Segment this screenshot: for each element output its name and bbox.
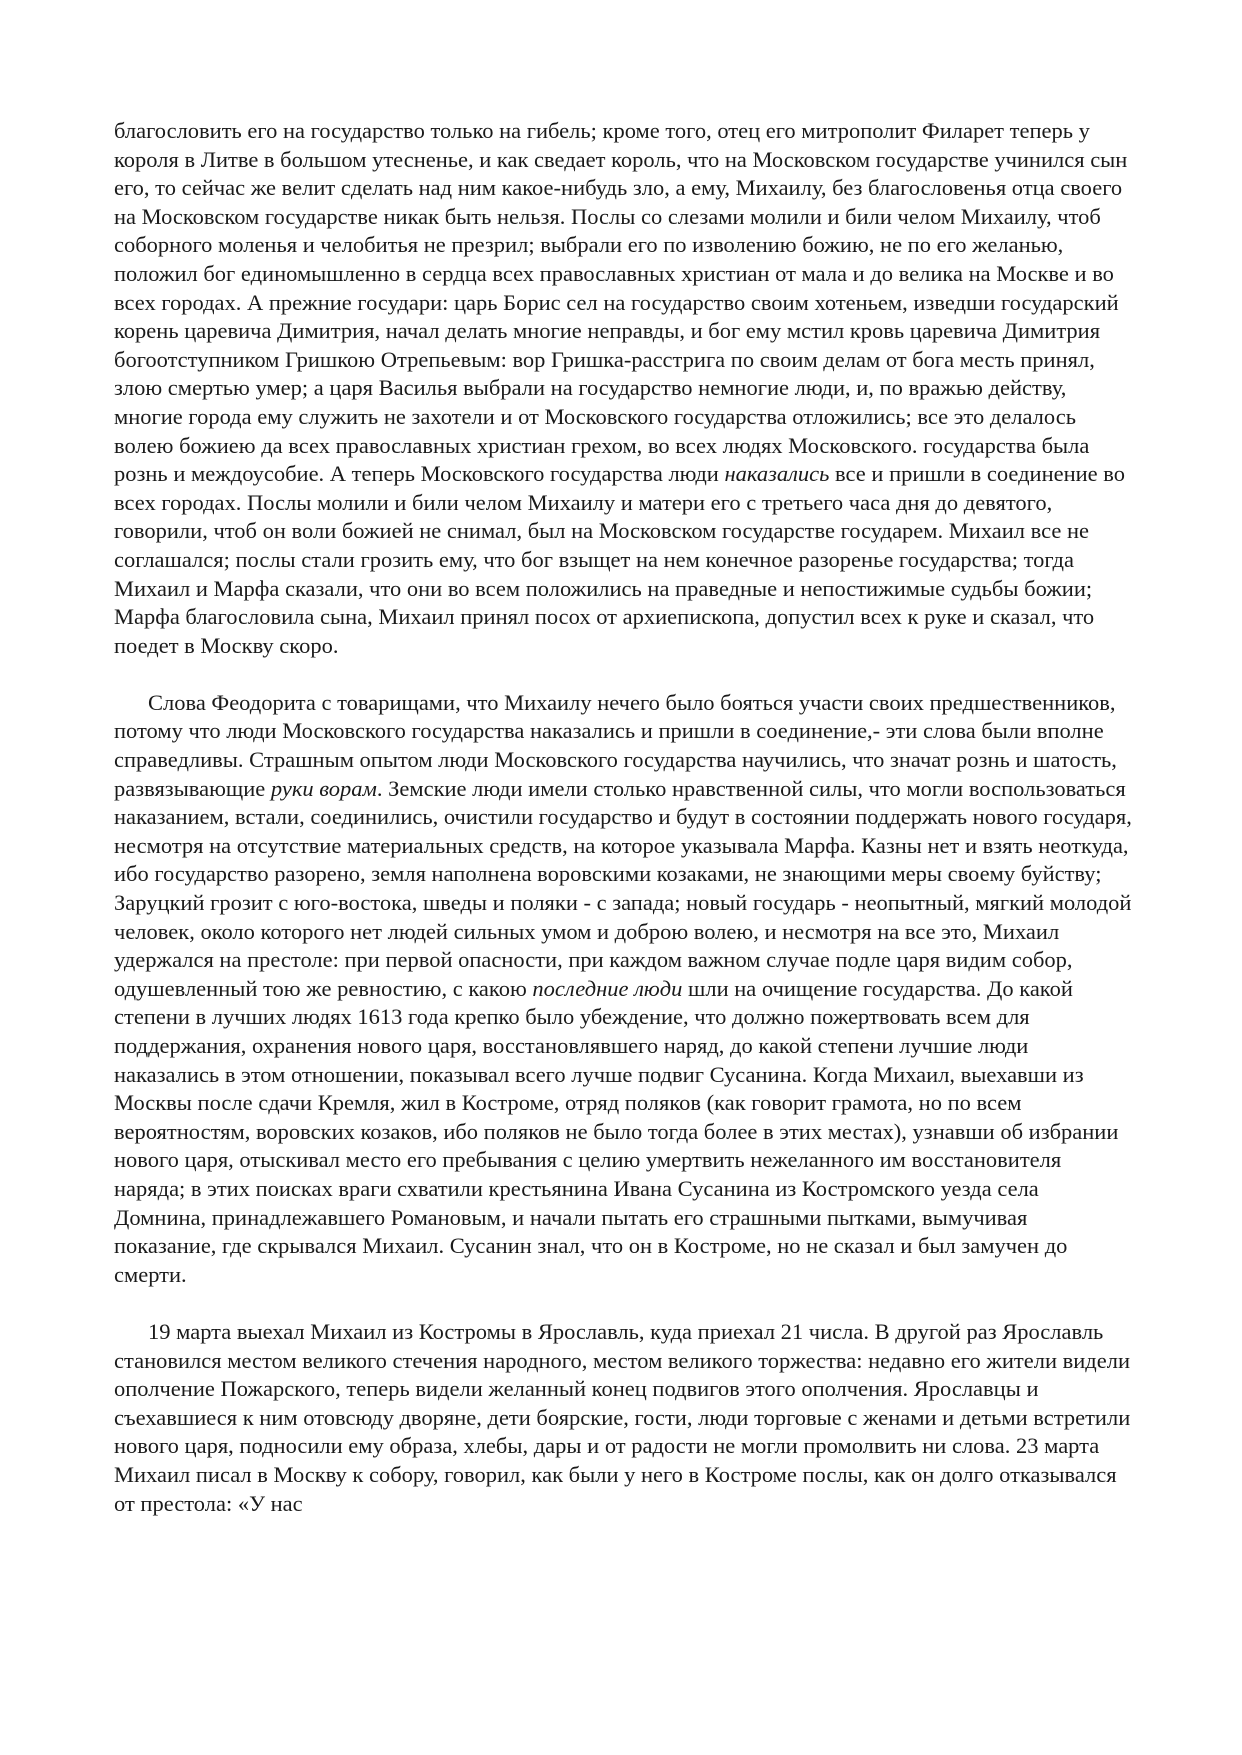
paragraph-3 xyxy=(114,1318,1134,1518)
paragraph-2 xyxy=(114,689,1134,1289)
paragraph-2-text: Слова Феодорита с товарищами, что Михаилу нечего было бояться участи своих предшественников, потому что люди Московского государства наказались и пришли в соединение,- эти слова были вполне справедливы. Страшным опытом люди Московского государства научились, что значат рознь и шатость, развязывающие xyxy=(114,689,1117,801)
paragraph-1-text: благословить его на государство только на гибель; кроме того, отец его митрополит Филарет теперь у короля в Литве в большом утесненье, и как сведает король, что на Московском государстве учинился сын его, то сейчас же велит сделать над ним какое-нибудь зло, а ему, Михаилу, без благословенья отца своего на Московском государстве никак быть нельзя. Послы со слезами молили и били челом Михаилу, чтоб соборного моленья и челобитья не презрил; выбрали его по изволению божию, не по его желанью, положил бог единомышленно в сердца всех православных христиан от мала и до велика на Москве и во всех городах. А прежние государи: царь Борис сел на государство своим хотеньем, изведши государский корень царевича Димитрия, начал делать многие неправды, и бог ему мстил кровь царевича Димитрия богоотступником Гришкою Отрепьевым: вор Гришка-расстрига по своим делам от бога месть принял, злою смертью умер; а царя Василья выбрали на государство немногие люди, и, по вражью действу, многие города ему служить не захотели и от Московского государства отложились; все это делалось волею божиею да всех православных христиан грехом, во всех людях Московского. государства была рознь и междоусобие. А теперь Московского государства люди xyxy=(114,118,1128,487)
body-text xyxy=(114,117,1134,1547)
italic-phrase-ruki-voram: руки ворам xyxy=(270,775,377,801)
paragraph-1 xyxy=(114,117,1134,660)
italic-phrase-nakazalis: наказались xyxy=(724,461,830,487)
paragraph-2-text-end: шли на очищение государства. До какой степени в лучших людях 1613 года крепко было убеждение, что должно пожертвовать всем для поддержания, охранения нового царя, восстановлявшего наряд, до какой степени лучшие люди наказались в этом отношении, показывал всего лучше подвиг Сусанина. Когда Михаил, выехавши из Москвы после сдачи Кремля, жил в Костроме, отряд поляков (как говорит грамота, но по всем вероятностям, воровских козаков, ибо поляков не было тогда более в этих местах), узнавши об избрании нового царя, отыскивал место его пребывания с целию умертвить нежеланного им восстановителя наряда; в этих поисках враги схватили крестьянина Ивана Сусанина из Костромского уезда села Домнина, принадлежавшего Романовым, и начали пытать его страшными пытками, вымучивая показание, где скрывался Михаил. Сусанин знал, что он в Костроме, но не сказал и был замучен до смерти. xyxy=(114,975,1119,1287)
paragraph-1-text-cont: все и пришли в соединение во всех городах. Послы молили и били челом Михаилу и матери его с третьего часа дня до девятого, говорили, чтоб он воли божией не снимал, был на Московском государстве государем. Михаил все не соглашался; послы стали грозить ему, что бог взыщет на нем конечное разоренье государства; тогда Михаил и Марфа сказали, что они во всем положились на праведные и непостижимые судьбы божии; Марфа благословила сына, Михаил принял посох от архиепископа, допустил всех к руке и сказал, что поедет в Москву скоро. xyxy=(114,461,1126,658)
italic-phrase-poslednie-lyudi: последние люди xyxy=(532,975,683,1001)
paragraph-3-text: 19 марта выехал Михаил из Костромы в Ярославль, куда приехал 21 числа. В другой раз Ярославль становился местом великого стечения народного, местом великого торжества: недавно его жители видели ополчение Пожарского, теперь видели желанный конец подвигов этого ополчения. Ярославцы и съехавшиеся к ним отовсюду дворяне, дети боярские, гости, люди торговые с женами и детьми встретили нового царя, подносили ему образа, хлебы, дары и от радости не могли промолвить ни слова. 23 марта Михаил писал в Москву к собору, говорил, как были у него в Костроме послы, как он долго отказывался от престола: «У нас xyxy=(114,1318,1131,1516)
paragraph-2-text-cont: . Земские люди имели столько нравственной силы, что могли воспользоваться наказанием, встали, соединились, очистили государство и будут в состоянии поддержать нового государя, несмотря на отсутствие материальных средств, на которое указывала Марфа. Казны нет и взять неоткуда, ибо государство разорено, земля наполнена воровскими козаками, не знающими меры своему буйству; Заруцкий грозит с юго-востока, шведы и поляки - с запада; новый государь - неопытный, мягкий молодой человек, около которого нет людей сильных умом и доброю волею, и несмотря на все это, Михаил удержался на престоле: при первой опасности, при каждом важном случае подле царя видим собор, одушевленный тою же ревностию, с какою xyxy=(114,775,1132,1001)
